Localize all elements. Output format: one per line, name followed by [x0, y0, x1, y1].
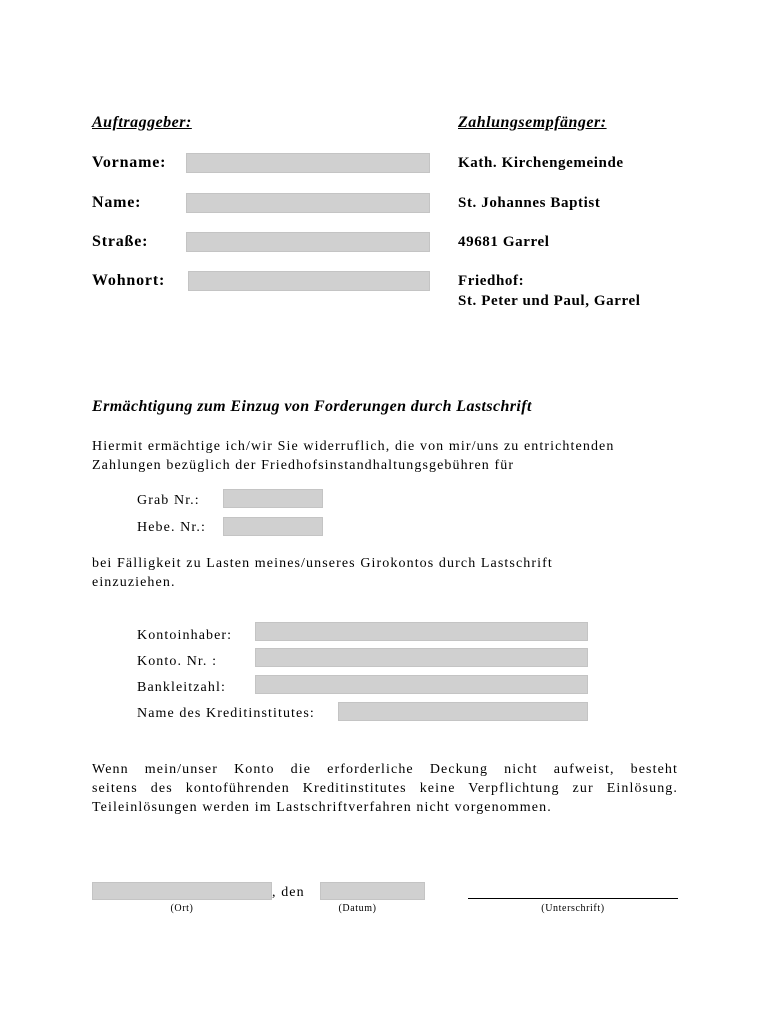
konto-nr-field[interactable]	[255, 648, 588, 667]
bankleitzahl-label: Bankleitzahl:	[137, 680, 226, 695]
grab-nr-label: Grab Nr.:	[137, 493, 200, 508]
notice-line-2: seitens des kontoführenden Kreditinstitutes keine Verpflichtung zur Einlösung.	[92, 781, 678, 796]
datum-caption: (Datum)	[338, 903, 377, 914]
strasse-label: Straße:	[92, 233, 149, 250]
vorname-label: Vorname:	[92, 154, 167, 171]
kreditinstitut-field[interactable]	[338, 702, 588, 721]
kontoinhaber-field[interactable]	[255, 622, 588, 641]
wohnort-label: Wohnort:	[92, 272, 166, 289]
bankleitzahl-field[interactable]	[255, 675, 588, 694]
recipient-line-5: St. Peter und Paul, Garrel	[458, 293, 641, 309]
auftraggeber-heading: Auftraggeber:	[92, 114, 192, 131]
ort-field[interactable]	[92, 882, 272, 900]
zahlungsempfaenger-heading: Zahlungsempfänger:	[458, 114, 607, 131]
intro-line-2: Zahlungen bezüglich der Friedhofsinstandhaltungsgebühren für	[92, 458, 515, 473]
den-label: , den	[272, 885, 305, 900]
recipient-line-1: Kath. Kirchengemeinde	[458, 155, 624, 171]
notice-line-1: Wenn mein/unser Konto die erforderliche Deckung nicht aufweist, besteht	[92, 762, 678, 777]
notice-line-3: Teileinlösungen werden im Lastschriftverfahren nicht vorgenommen.	[92, 800, 552, 815]
authorization-title: Ermächtigung zum Einzug von Forderungen durch Lastschrift	[92, 398, 532, 415]
wohnort-field[interactable]	[188, 271, 430, 291]
hebe-nr-field[interactable]	[223, 517, 323, 536]
unterschrift-line[interactable]	[468, 898, 678, 899]
hebe-nr-label: Hebe. Nr.:	[137, 520, 206, 535]
datum-field[interactable]	[320, 882, 425, 900]
recipient-line-3: 49681 Garrel	[458, 234, 550, 250]
ort-caption: (Ort)	[170, 903, 194, 914]
due-line-1: bei Fälligkeit zu Lasten meines/unseres Girokontos durch Lastschrift	[92, 556, 553, 571]
name-label: Name:	[92, 194, 142, 211]
due-line-2: einzuziehen.	[92, 575, 176, 590]
recipient-line-2: St. Johannes Baptist	[458, 195, 601, 211]
recipient-line-4: Friedhof:	[458, 273, 525, 289]
vorname-field[interactable]	[186, 153, 430, 173]
name-field[interactable]	[186, 193, 430, 213]
grab-nr-field[interactable]	[223, 489, 323, 508]
kontoinhaber-label: Kontoinhaber:	[137, 628, 233, 643]
konto-nr-label: Konto. Nr. :	[137, 654, 218, 669]
strasse-field[interactable]	[186, 232, 430, 252]
kreditinstitut-label: Name des Kreditinstitutes:	[137, 706, 315, 721]
intro-line-1: Hiermit ermächtige ich/wir Sie widerruflich, die von mir/uns zu entrichtenden	[92, 439, 615, 454]
unterschrift-caption: (Unterschrift)	[541, 903, 605, 914]
